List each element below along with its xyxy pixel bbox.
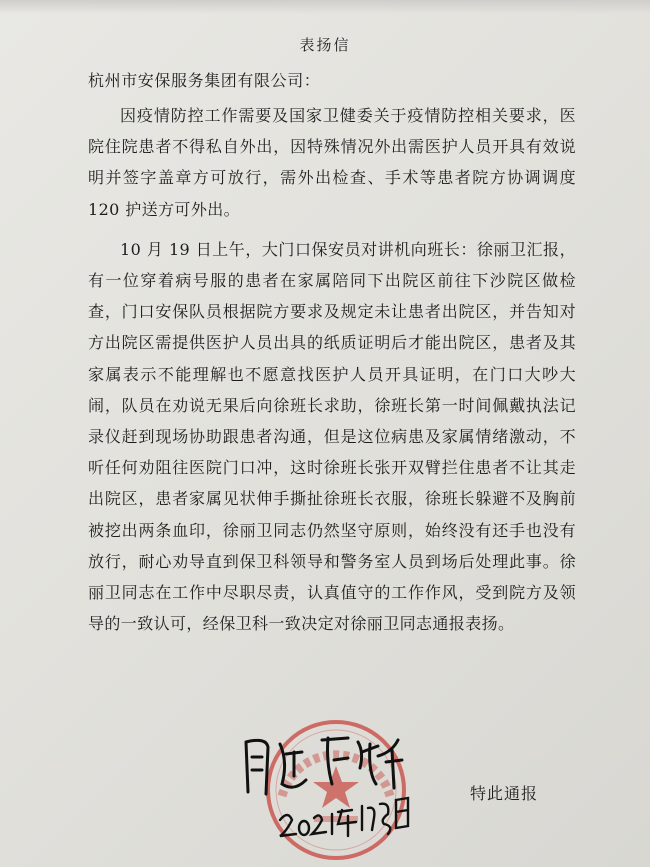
closing-text: 特此通报 xyxy=(470,784,539,803)
handwritten-date xyxy=(276,790,416,845)
letter-title: 表扬信 xyxy=(299,36,351,54)
recipient-line: 杭州市安保服务集团有限公司： xyxy=(88,71,321,90)
letter-body xyxy=(88,100,576,648)
paragraph-1: 因疫情防控工作需要及国家卫健委关于疫情防控相关要求，医院住院患者不得私自外出，因特殊情况外出需医护人员开具有效说明并签字盖章方可放行，需外出检查、手术等患者院方协调调度 120 护送方可外出。 xyxy=(88,106,576,219)
page-shadow xyxy=(0,0,650,14)
paragraph-2: 10 月 19 日上午，大门口保安员对讲机向班长：徐丽卫汇报，有一位穿着病号服的患者在家属陪同下出院区前往下沙院区做检查，门口安保队员根据院方要求及规定未让患者出院区，并告知对方出院区需提供医护人员出具的纸质证明后才能出院区，患者及其家属表示不能理解也不愿意找医护人员开具证明，在门口大吵大闹，队员在劝说无果后向徐班长求助，徐班长第一时间佩戴执法记录仪赶到现场协助跟患者沟通，但是这位病患及家属情绪激动，不听任何劝阻往医院门口冲，这时徐班长张开双臂拦住患者不让其走出院区，患者家属见状伸手撕扯徐班长衣服，徐班长躲避不及胸前被挖出两条血印，徐丽卫同志仍然坚守原则，始终没有还手也没有放行，耐心劝导直到保卫科领导和警务室人员到场后处理此事。徐丽卫同志在工作中尽职尽责，认真值守的工作作风，受到院方及领导的一致认可，经保卫科一致决定对徐丽卫同志通报表扬。 xyxy=(88,239,576,634)
